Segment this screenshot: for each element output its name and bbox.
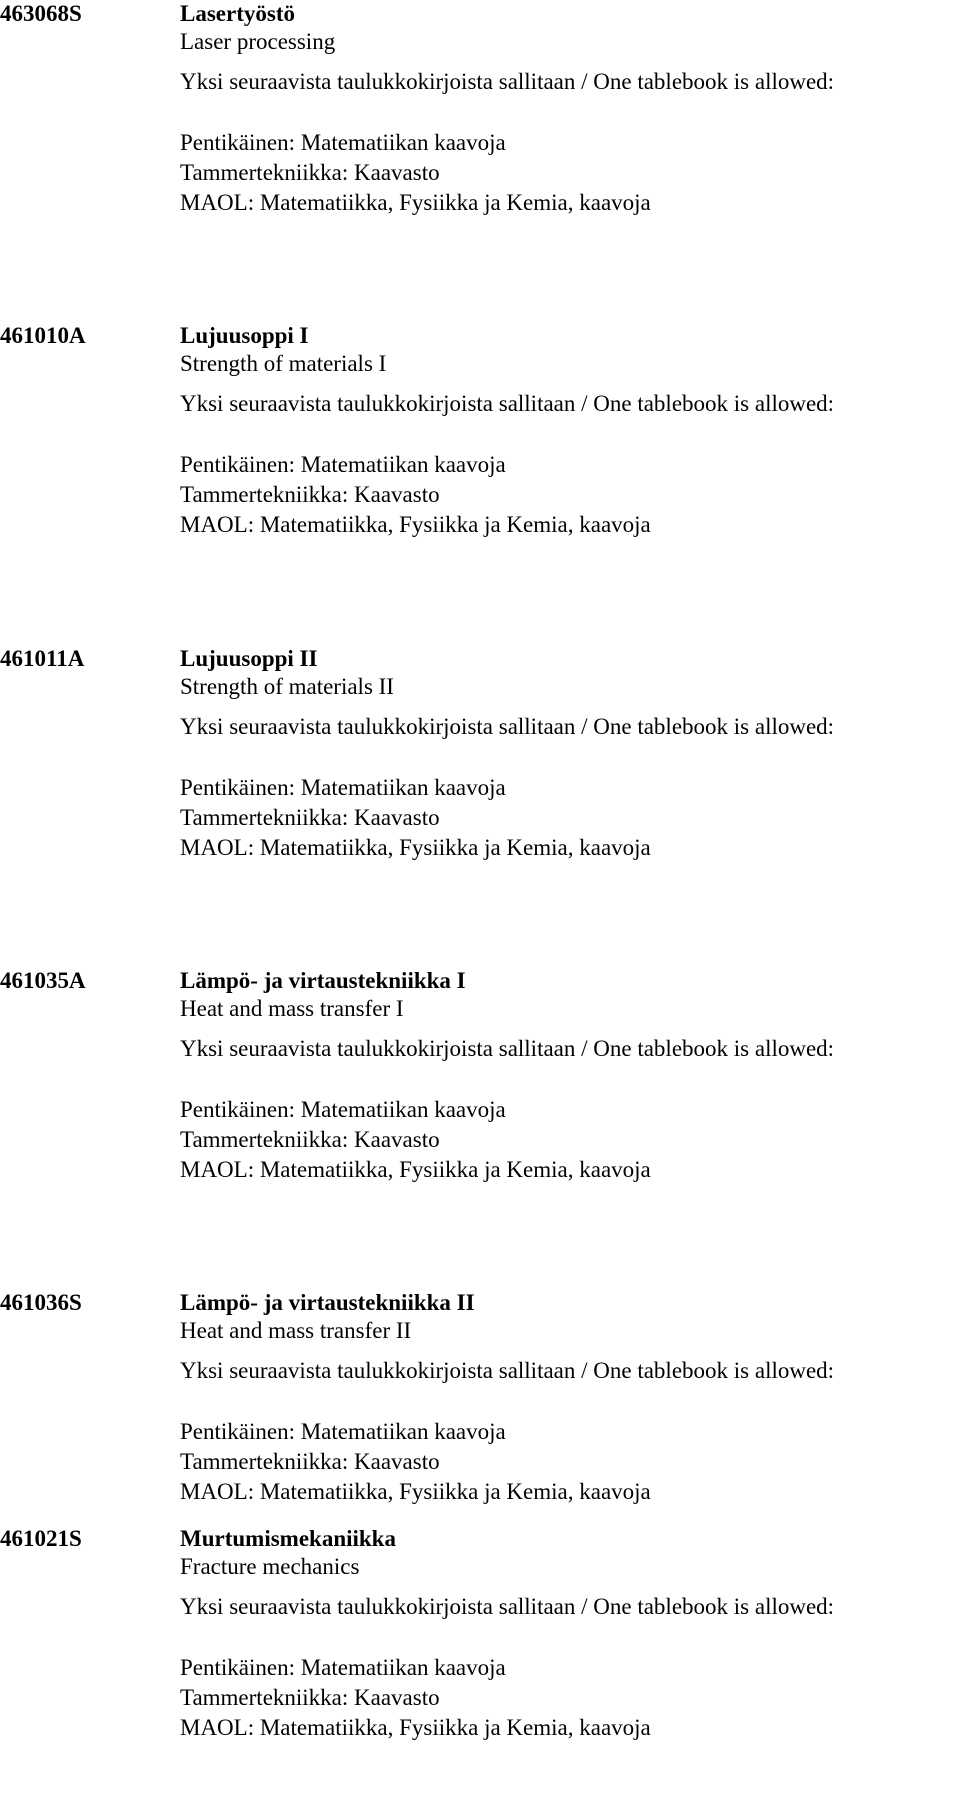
tablebook-tammertekniikka: Tammertekniikka: Kaavasto xyxy=(180,160,440,185)
course-code: 461036S xyxy=(0,1290,82,1315)
tablebook-tammertekniikka: Tammertekniikka: Kaavasto xyxy=(180,482,440,507)
course-title-fi: Lämpö- ja virtaustekniikka I xyxy=(180,968,466,993)
course-content xyxy=(180,1525,960,1743)
tablebook-maol: MAOL: Matematiikka, Fysiikka ja Kemia, kaavoja xyxy=(180,512,651,537)
tablebook-tammertekniikka: Tammertekniikka: Kaavasto xyxy=(180,1685,440,1710)
course-title-en: Strength of materials I xyxy=(180,351,387,376)
tablebook-pentikainen: Pentikäinen: Matematiikan kaavoja xyxy=(180,1097,506,1122)
allowed-tablebook-note: Yksi seuraavista taulukkokirjoista sallitaan / One tablebook is allowed: xyxy=(180,69,835,94)
course-title-fi: Lämpö- ja virtaustekniikka II xyxy=(180,1290,475,1315)
tablebook-maol: MAOL: Matematiikka, Fysiikka ja Kemia, kaavoja xyxy=(180,1479,651,1504)
course-title-en: Fracture mechanics xyxy=(180,1554,360,1579)
course-title-fi: Lasertyöstö xyxy=(180,1,295,26)
allowed-tablebook-note: Yksi seuraavista taulukkokirjoista sallitaan / One tablebook is allowed: xyxy=(180,714,835,739)
tablebook-tammertekniikka: Tammertekniikka: Kaavasto xyxy=(180,805,440,830)
course-title-fi: Murtumismekaniikka xyxy=(180,1526,396,1551)
allowed-tablebook-note: Yksi seuraavista taulukkokirjoista sallitaan / One tablebook is allowed: xyxy=(180,1358,835,1383)
course-title-en: Laser processing xyxy=(180,29,336,54)
course-code: 461010A xyxy=(0,323,86,348)
course-code: 461021S xyxy=(0,1526,82,1551)
course-content xyxy=(180,1289,960,1507)
tablebook-pentikainen: Pentikäinen: Matematiikan kaavoja xyxy=(180,452,506,477)
course-title-fi: Lujuusoppi I xyxy=(180,323,309,348)
tablebook-pentikainen: Pentikäinen: Matematiikan kaavoja xyxy=(180,1655,506,1680)
course-title-fi: Lujuusoppi II xyxy=(180,646,318,671)
course-content xyxy=(180,322,960,540)
tablebook-maol: MAOL: Matematiikka, Fysiikka ja Kemia, kaavoja xyxy=(180,1715,651,1740)
tablebook-maol: MAOL: Matematiikka, Fysiikka ja Kemia, kaavoja xyxy=(180,190,651,215)
tablebook-maol: MAOL: Matematiikka, Fysiikka ja Kemia, kaavoja xyxy=(180,835,651,860)
tablebook-pentikainen: Pentikäinen: Matematiikan kaavoja xyxy=(180,775,506,800)
course-title-en: Strength of materials II xyxy=(180,674,394,699)
allowed-tablebook-note: Yksi seuraavista taulukkokirjoista sallitaan / One tablebook is allowed: xyxy=(180,1036,835,1061)
course-code: 463068S xyxy=(0,1,82,26)
course-content xyxy=(180,967,960,1185)
course-code: 461035A xyxy=(0,968,86,993)
course-title-en: Heat and mass transfer I xyxy=(180,996,404,1021)
tablebook-tammertekniikka: Tammertekniikka: Kaavasto xyxy=(180,1449,440,1474)
course-content xyxy=(180,0,960,218)
tablebook-tammertekniikka: Tammertekniikka: Kaavasto xyxy=(180,1127,440,1152)
course-code: 461011A xyxy=(0,646,85,671)
tablebook-pentikainen: Pentikäinen: Matematiikan kaavoja xyxy=(180,130,506,155)
tablebook-maol: MAOL: Matematiikka, Fysiikka ja Kemia, kaavoja xyxy=(180,1157,651,1182)
course-title-en: Heat and mass transfer II xyxy=(180,1318,412,1343)
tablebook-pentikainen: Pentikäinen: Matematiikan kaavoja xyxy=(180,1419,506,1444)
allowed-tablebook-note: Yksi seuraavista taulukkokirjoista sallitaan / One tablebook is allowed: xyxy=(180,1594,835,1619)
course-content xyxy=(180,645,960,863)
allowed-tablebook-note: Yksi seuraavista taulukkokirjoista sallitaan / One tablebook is allowed: xyxy=(180,391,835,416)
